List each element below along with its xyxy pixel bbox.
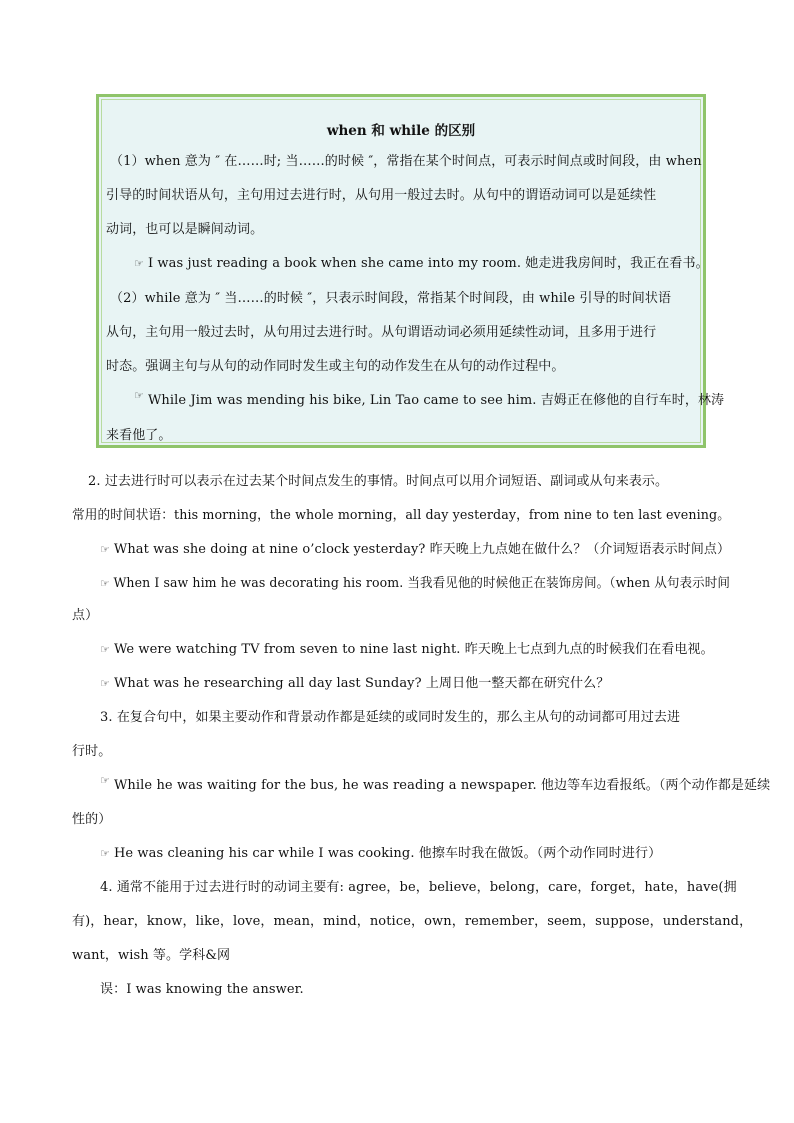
- box-example-2-line1: ☞ While Jim was mending his bike, Lin Tao came to see him. 吉姆正在修他的自行车时，林涛: [134, 389, 725, 408]
- section-4-line1: 4. 通常不能用于过去进行时的动词主要有: agree，be，believe，belong，care，forget，hate，have(拥: [100, 880, 737, 895]
- box-p2-line3: 时态。强调主句与从句的动作同时发生或主句的动作发生在从句的动作过程中。: [106, 359, 565, 374]
- pointing-hand-icon: ☞: [100, 847, 110, 860]
- section-2-example-3: ☞ We were watching TV from seven to nine last night. 昨天晚上七点到九点的时候我们在看电视。: [100, 642, 714, 657]
- section-2-line1: 2. 过去进行时可以表示在过去某个时间点发生的事情。时间点可以用介词短语、副词或从句来表示。: [88, 474, 669, 489]
- section-2-example-2-line2: 点）: [72, 608, 99, 623]
- section-3-example-2: ☞ He was cleaning his car while I was cooking. 他擦车时我在做饭。（两个动作同时进行）: [100, 846, 662, 861]
- box-example-1: ☞ I was just reading a book when she came into my room. 她走进我房间时，我正在看书。: [134, 256, 709, 271]
- box-p2-line1: （2）while 意为 ″ 当……的时候 ″，只表示时间段，常指某个时间段，由 while 引导的时间状语: [110, 291, 672, 306]
- pointing-hand-icon: ☞: [134, 389, 144, 402]
- box-p2-line2: 从句，主句用一般过去时，从句用过去进行时。从句谓语动词必须用延续性动词，且多用于进行: [106, 325, 657, 340]
- pointing-hand-icon: ☞: [100, 677, 110, 690]
- section-4-line3: want，wish 等。学科&网: [72, 948, 231, 963]
- section-2-example-1: ☞ What was she doing at nine o’clock yesterday? 昨天晚上九点她在做什么？（介词短语表示时间点）: [100, 542, 731, 557]
- box-example-2-line2: 来看他了。: [106, 428, 172, 443]
- section-2-example-4: ☞ What was he researching all day last Sunday? 上周日他一整天都在研究什么？: [100, 676, 610, 691]
- section-3-line2: 行时。: [72, 744, 112, 759]
- pointing-hand-icon: ☞: [100, 577, 110, 590]
- pointing-hand-icon: ☞: [100, 774, 110, 787]
- section-3-example-1-line1: ☞ While he was waiting for the bus, he was reading a newspaper. 他边等车边看报纸。（两个动作都是延续: [100, 774, 771, 793]
- pointing-hand-icon: ☞: [100, 643, 110, 656]
- section-2-example-2-line1: ☞ When I saw him he was decorating his room. 当我看见他的时候他正在装饰房间。（when 从句表示时间: [100, 576, 731, 591]
- wrong-example: 误：I was knowing the answer.: [100, 982, 304, 997]
- box-title: when 和 while 的区别: [326, 123, 476, 139]
- section-3-line1: 3. 在复合句中，如果主要动作和背景动作都是延续的或同时发生的，那么主从句的动词都可用过去进: [100, 710, 681, 725]
- section-2-line2: 常用的时间状语：this morning，the whole morning，all day yesterday，from nine to ten last evening。: [72, 508, 730, 523]
- box-p1-line3: 动词，也可以是瞬间动词。: [106, 222, 264, 237]
- pointing-hand-icon: ☞: [100, 543, 110, 556]
- section-3-example-1-line2: 性的）: [72, 812, 112, 827]
- section-4-line2: 有)，hear，know，like，love，mean，mind，notice，own，remember，seem，suppose，understand，: [72, 914, 753, 929]
- pointing-hand-icon: ☞: [134, 257, 144, 270]
- box-p1-line1: （1）when 意为 ″ 在……时; 当……的时候 ″，常指在某个时间点，可表示时间点或时间段，由 when: [110, 154, 702, 169]
- box-p1-line2: 引导的时间状语从句，主句用过去进行时，从句用一般过去时。从句中的谓语动词可以是延续性: [106, 188, 657, 203]
